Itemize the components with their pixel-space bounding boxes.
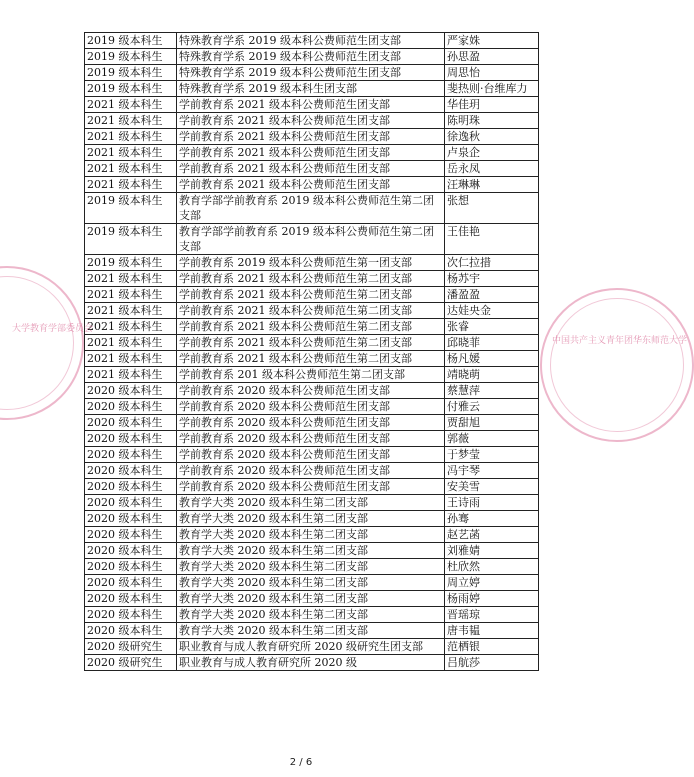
grade-cell: 2019 级本科生 [85, 49, 177, 65]
organization-cell: 教育学大类 2020 级本科生第二团支部 [177, 495, 445, 511]
name-cell: 周立婷 [445, 575, 539, 591]
organization-cell: 教育学大类 2020 级本科生第二团支部 [177, 591, 445, 607]
roster-table [84, 32, 539, 671]
name-cell: 靖晓萌 [445, 367, 539, 383]
organization-cell: 职业教育与成人教育研究所 2020 级研究生团支部 [177, 639, 445, 655]
table-row [85, 287, 539, 303]
organization-cell: 特殊教育学系 2019 级本科生团支部 [177, 81, 445, 97]
left-seal-text: 大学教育学部委员会 [12, 324, 94, 334]
table-row [85, 335, 539, 351]
grade-cell: 2021 级本科生 [85, 335, 177, 351]
table-row [85, 607, 539, 623]
table-row [85, 495, 539, 511]
grade-cell: 2020 级本科生 [85, 495, 177, 511]
grade-cell: 2021 级本科生 [85, 287, 177, 303]
grade-cell: 2020 级本科生 [85, 511, 177, 527]
table-row [85, 367, 539, 383]
grade-cell: 2021 级本科生 [85, 113, 177, 129]
table-row [85, 81, 539, 97]
organization-cell: 学前教育系 2020 级本科公费师范生团支部 [177, 447, 445, 463]
grade-cell: 2020 级本科生 [85, 559, 177, 575]
organization-cell: 学前教育系 2021 级本科公费师范生第二团支部 [177, 287, 445, 303]
name-cell: 陈明珠 [445, 113, 539, 129]
table-row [85, 271, 539, 287]
seal-inner-ring [550, 298, 688, 432]
grade-cell: 2020 级本科生 [85, 431, 177, 447]
table-row [85, 65, 539, 81]
grade-cell: 2021 级本科生 [85, 351, 177, 367]
grade-cell: 2020 级本科生 [85, 383, 177, 399]
grade-cell: 2020 级本科生 [85, 447, 177, 463]
organization-cell: 职业教育与成人教育研究所 2020 级 [177, 655, 445, 671]
table-row [85, 575, 539, 591]
organization-cell: 学前教育系 2021 级本科公费师范生团支部 [177, 177, 445, 193]
grade-cell: 2021 级本科生 [85, 271, 177, 287]
name-cell: 卢泉企 [445, 145, 539, 161]
table-row [85, 255, 539, 271]
grade-cell: 2021 级本科生 [85, 161, 177, 177]
grade-cell: 2020 级研究生 [85, 655, 177, 671]
name-cell: 王诗雨 [445, 495, 539, 511]
table-row [85, 399, 539, 415]
name-cell: 斐热则·台维库力 [445, 81, 539, 97]
table-row [85, 447, 539, 463]
name-cell: 徐逸秋 [445, 129, 539, 145]
right-seal-text: 中国共产主义青年团华东师范大学 [552, 336, 688, 346]
grade-cell: 2020 级研究生 [85, 639, 177, 655]
organization-cell: 学前教育系 2020 级本科公费师范生团支部 [177, 431, 445, 447]
table-row [85, 193, 539, 224]
organization-cell: 学前教育系 2020 级本科公费师范生团支部 [177, 415, 445, 431]
organization-cell: 学前教育系 2020 级本科公费师范生团支部 [177, 399, 445, 415]
name-cell: 张睿 [445, 319, 539, 335]
seal-inner-ring [0, 276, 74, 410]
table-row [85, 431, 539, 447]
organization-cell: 教育学大类 2020 级本科生第二团支部 [177, 559, 445, 575]
table-row [85, 113, 539, 129]
name-cell: 汪琳琳 [445, 177, 539, 193]
name-cell: 张想 [445, 193, 539, 224]
table-row [85, 303, 539, 319]
table-row [85, 559, 539, 575]
name-cell: 杨苏宇 [445, 271, 539, 287]
grade-cell: 2019 级本科生 [85, 224, 177, 255]
table-row [85, 639, 539, 655]
organization-cell: 学前教育系 2021 级本科公费师范生团支部 [177, 129, 445, 145]
table-row [85, 33, 539, 49]
grade-cell: 2020 级本科生 [85, 607, 177, 623]
table-row [85, 177, 539, 193]
table-row [85, 224, 539, 255]
name-cell: 贾甜旭 [445, 415, 539, 431]
name-cell: 刘雅婧 [445, 543, 539, 559]
table-row [85, 463, 539, 479]
name-cell: 邱晓菲 [445, 335, 539, 351]
grade-cell: 2019 级本科生 [85, 255, 177, 271]
grade-cell: 2019 级本科生 [85, 81, 177, 97]
organization-cell: 学前教育系 2021 级本科公费师范生第二团支部 [177, 271, 445, 287]
grade-cell: 2021 级本科生 [85, 319, 177, 335]
table-row [85, 527, 539, 543]
right-official-seal [540, 288, 694, 442]
table-row [85, 655, 539, 671]
name-cell: 范栖银 [445, 639, 539, 655]
table-row [85, 97, 539, 113]
organization-cell: 学前教育系 2020 级本科公费师范生团支部 [177, 479, 445, 495]
grade-cell: 2021 级本科生 [85, 129, 177, 145]
table-row [85, 383, 539, 399]
table-row [85, 145, 539, 161]
table-row [85, 623, 539, 639]
grade-cell: 2019 级本科生 [85, 65, 177, 81]
organization-cell: 教育学大类 2020 级本科生第二团支部 [177, 527, 445, 543]
organization-cell: 教育学大类 2020 级本科生第二团支部 [177, 607, 445, 623]
name-cell: 郭薇 [445, 431, 539, 447]
name-cell: 唐韦韫 [445, 623, 539, 639]
name-cell: 赵艺菡 [445, 527, 539, 543]
grade-cell: 2020 级本科生 [85, 527, 177, 543]
name-cell: 安美雪 [445, 479, 539, 495]
organization-cell: 学前教育系 201 级本科公费师范生第二团支部 [177, 367, 445, 383]
table-row [85, 319, 539, 335]
grade-cell: 2020 级本科生 [85, 591, 177, 607]
name-cell: 达娃央金 [445, 303, 539, 319]
organization-cell: 教育学大类 2020 级本科生第二团支部 [177, 543, 445, 559]
organization-cell: 学前教育系 2021 级本科公费师范生第二团支部 [177, 319, 445, 335]
name-cell: 次仁拉措 [445, 255, 539, 271]
grade-cell: 2021 级本科生 [85, 303, 177, 319]
organization-cell: 学前教育系 2020 级本科公费师范生团支部 [177, 463, 445, 479]
grade-cell: 2020 级本科生 [85, 543, 177, 559]
name-cell: 岳永凤 [445, 161, 539, 177]
grade-cell: 2021 级本科生 [85, 177, 177, 193]
table-row [85, 129, 539, 145]
organization-cell: 学前教育系 2020 级本科公费师范生团支部 [177, 383, 445, 399]
grade-cell: 2020 级本科生 [85, 415, 177, 431]
organization-cell: 学前教育系 2019 级本科公费师范生第一团支部 [177, 255, 445, 271]
name-cell: 孙思盈 [445, 49, 539, 65]
grade-cell: 2021 级本科生 [85, 97, 177, 113]
name-cell: 周思怡 [445, 65, 539, 81]
organization-cell: 学前教育系 2021 级本科公费师范生团支部 [177, 145, 445, 161]
name-cell: 于梦莹 [445, 447, 539, 463]
name-cell: 杨雨婷 [445, 591, 539, 607]
name-cell: 孙骞 [445, 511, 539, 527]
table-row [85, 161, 539, 177]
name-cell: 潘盈盈 [445, 287, 539, 303]
table-row [85, 415, 539, 431]
name-cell: 吕航莎 [445, 655, 539, 671]
grade-cell: 2020 级本科生 [85, 399, 177, 415]
table-row [85, 479, 539, 495]
table-row [85, 49, 539, 65]
roster-table-body [85, 33, 539, 671]
organization-cell: 特殊教育学系 2019 级本科公费师范生团支部 [177, 49, 445, 65]
name-cell: 王佳艳 [445, 224, 539, 255]
organization-cell: 学前教育系 2021 级本科公费师范生第二团支部 [177, 335, 445, 351]
grade-cell: 2020 级本科生 [85, 623, 177, 639]
organization-cell: 教育学大类 2020 级本科生第二团支部 [177, 623, 445, 639]
table-row [85, 543, 539, 559]
name-cell: 杨凡媛 [445, 351, 539, 367]
left-official-seal [0, 266, 94, 420]
grade-cell: 2019 级本科生 [85, 193, 177, 224]
name-cell: 付雅云 [445, 399, 539, 415]
grade-cell: 2021 级本科生 [85, 145, 177, 161]
name-cell: 冯宇琴 [445, 463, 539, 479]
organization-cell: 学前教育系 2021 级本科公费师范生团支部 [177, 97, 445, 113]
grade-cell: 2020 级本科生 [85, 479, 177, 495]
page-number: 2 / 6 [289, 757, 313, 768]
table-row [85, 511, 539, 527]
name-cell: 华佳玥 [445, 97, 539, 113]
organization-cell: 学前教育系 2021 级本科公费师范生第二团支部 [177, 351, 445, 367]
name-cell: 严家姝 [445, 33, 539, 49]
grade-cell: 2021 级本科生 [85, 367, 177, 383]
organization-cell: 特殊教育学系 2019 级本科公费师范生团支部 [177, 65, 445, 81]
grade-cell: 2020 级本科生 [85, 575, 177, 591]
name-cell: 晋瑶琼 [445, 607, 539, 623]
organization-cell: 教育学大类 2020 级本科生第二团支部 [177, 575, 445, 591]
organization-cell: 学前教育系 2021 级本科公费师范生第二团支部 [177, 303, 445, 319]
organization-cell: 特殊教育学系 2019 级本科公费师范生团支部 [177, 33, 445, 49]
table-row [85, 591, 539, 607]
grade-cell: 2019 级本科生 [85, 33, 177, 49]
organization-cell: 学前教育系 2021 级本科公费师范生团支部 [177, 113, 445, 129]
organization-cell: 教育学部学前教育系 2019 级本科公费师范生第二团支部 [177, 224, 445, 255]
table-row [85, 351, 539, 367]
organization-cell: 教育学大类 2020 级本科生第二团支部 [177, 511, 445, 527]
grade-cell: 2020 级本科生 [85, 463, 177, 479]
name-cell: 蔡慧萍 [445, 383, 539, 399]
organization-cell: 教育学部学前教育系 2019 级本科公费师范生第二团支部 [177, 193, 445, 224]
name-cell: 杜欣然 [445, 559, 539, 575]
organization-cell: 学前教育系 2021 级本科公费师范生团支部 [177, 161, 445, 177]
